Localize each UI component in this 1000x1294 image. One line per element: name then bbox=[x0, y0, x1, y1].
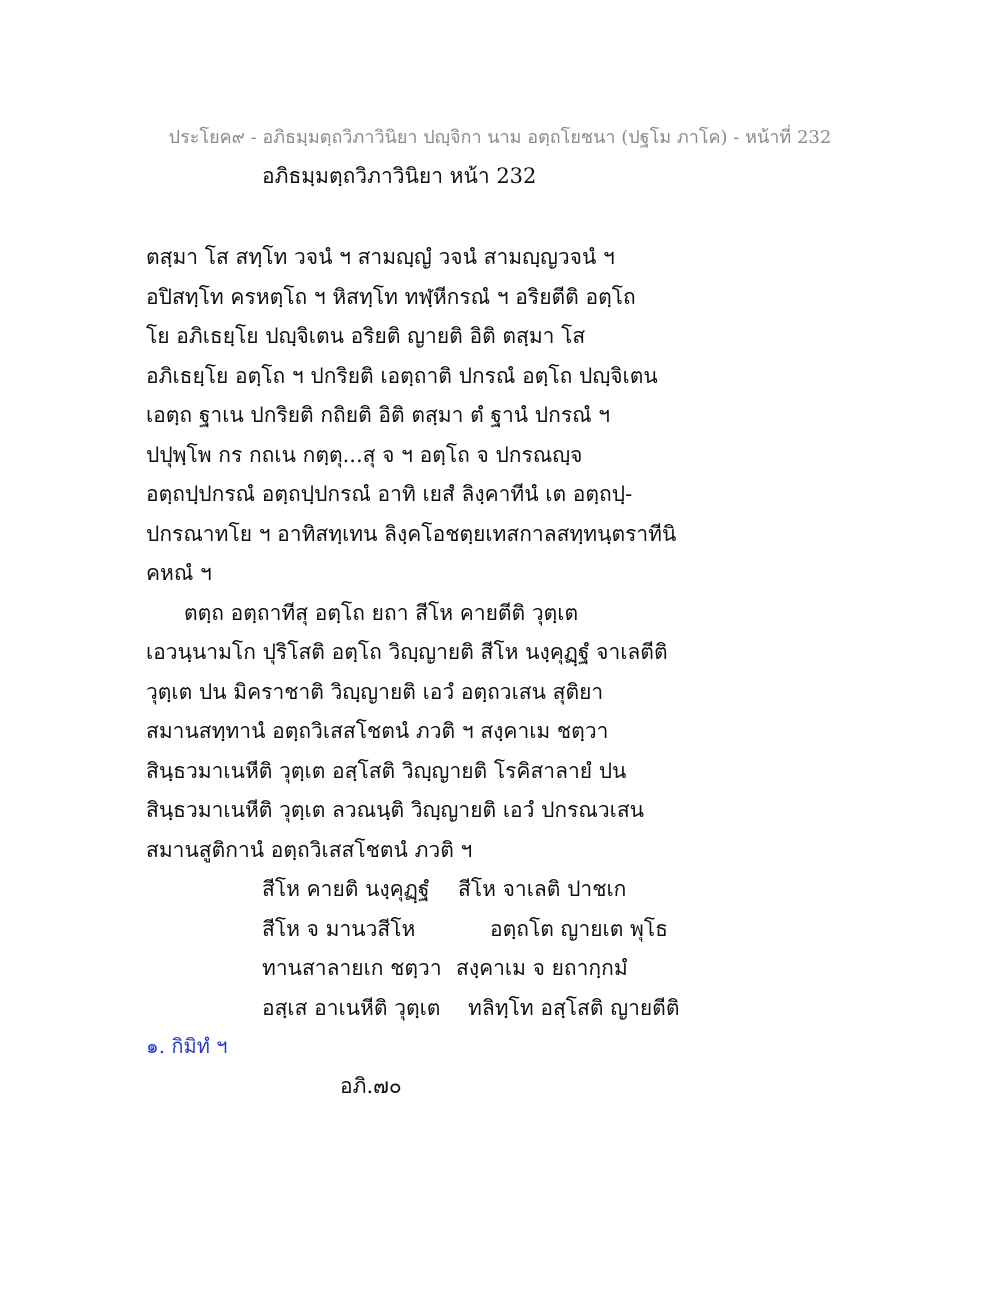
text-line: สินฺธวมาเนหีติ วุตฺเต อสฺโสติ วิญฺญายติ โรคิสาลายํ ปน bbox=[146, 758, 627, 783]
text-line: ตสฺมา โส สทฺโท วจนํ ฯ สามญฺญํ วจนํ สามญฺญวจนํ ฯ bbox=[146, 245, 615, 269]
verse-line-a: อสฺเส อาเนหีติ วุตฺเต bbox=[262, 995, 441, 1020]
text-line: เอตฺถ ฐาเน ปกริยติ กถิยติ อิติ ตสฺมา ตํ ฐานํ ปกรณํ ฯ bbox=[146, 403, 611, 427]
verse-line-a: ทานสาลายเก ชตฺวา bbox=[262, 956, 442, 980]
verse-line-b: ทลิทฺโท อสฺโสติ ญายตีติ bbox=[468, 995, 680, 1020]
verse-line-b: สีโห จาเลติ ปาชเก bbox=[458, 877, 627, 901]
body-text bbox=[146, 238, 866, 870]
verse-row bbox=[262, 949, 822, 989]
verse-row bbox=[262, 989, 822, 1029]
text-line: โย อภิเธยฺโย ปญฺจิเตน อริยติ ญายติ อิติ ตสฺมา โส bbox=[146, 324, 586, 348]
text-line: อตฺถปฺปกรณํ อตฺถปฺปกรณํ อาทิ เยสํ ลิงฺคาทีนํ เต อตฺถปฺ- bbox=[146, 482, 633, 506]
text-line: สมานสทฺทานํ อตฺถวิเสสโชตนํ ภวติ ฯ สงฺคาเม ชตฺวา bbox=[146, 719, 609, 743]
verse-row bbox=[262, 910, 822, 950]
text-line: สินฺธวมาเนหีติ วุตฺเต ลวณนฺติ วิญฺญายติ เอวํ ปกรณวเสน bbox=[146, 798, 645, 822]
footnote: ๑. กิมิทํ ฯ bbox=[146, 1034, 228, 1058]
text-line: สมานสูติกานํ อตฺถวิเสสโชตนํ ภวติ ฯ bbox=[146, 837, 473, 862]
text-line: ปปุพฺโพ กร กถเน กตฺตุ...สุ จ ฯ อตฺโถ จ ปกรณญฺจ bbox=[146, 442, 583, 467]
running-header: ประโยค๙ - อภิธมฺมตฺถวิภาวินิยา ปญฺจิกา นาม อตฺถโยชนา (ปฐโม ภาโค) - หน้าที่ 232 bbox=[168, 127, 832, 148]
page-subtitle: อภิธมฺมตฺถวิภาวินิยา หน้า 232 bbox=[262, 164, 537, 188]
verse-block bbox=[262, 870, 822, 1028]
text-line: วุตฺเต ปน มิคราชาติ วิญฺญายติ เอวํ อตฺถวเสน สุติยา bbox=[146, 679, 604, 704]
text-line: ปกรณาทโย ฯ อาทิสทฺเทน ลิงฺคโอชตฺยเทสกาลสทฺทนฺตราทีนิ bbox=[146, 521, 677, 546]
text-line: เอวนฺนามโก ปุริโสติ อตฺโถ วิญฺญายติ สีโห นงฺคุฏฺฐํ จาเลตีติ bbox=[146, 640, 668, 664]
verse-line-a: สีโห คายติ นงฺคุฏฺฐํ bbox=[262, 877, 430, 901]
text-line: อปิสทฺโท ครหตฺโถ ฯ หิสทฺโท ทฬฺหีกรณํ ฯ อริยตีติ อตฺโถ bbox=[146, 284, 636, 309]
verse-line-b: อตฺถโต ญายเต พุโธ bbox=[490, 916, 668, 941]
text-line: คหณํ ฯ bbox=[146, 561, 212, 585]
verse-line-a: สีโห จ มานวสีโห bbox=[262, 916, 416, 941]
verse-row bbox=[262, 870, 822, 910]
verse-line-b: สงฺคาเม จ ยถากฺกมํ bbox=[456, 956, 628, 980]
text-line: ตตฺถ อตฺถาทีสุ อตฺโถ ยถา สีโห คายตีติ วุตฺเต bbox=[184, 600, 579, 625]
text-line: อภิเธยฺโย อตฺโถ ฯ ปกริยติ เอตฺถาติ ปกรณํ อตฺโถ ปญฺจิเตน bbox=[146, 363, 658, 388]
page-reference: อภิ.๗๐ bbox=[340, 1074, 402, 1098]
